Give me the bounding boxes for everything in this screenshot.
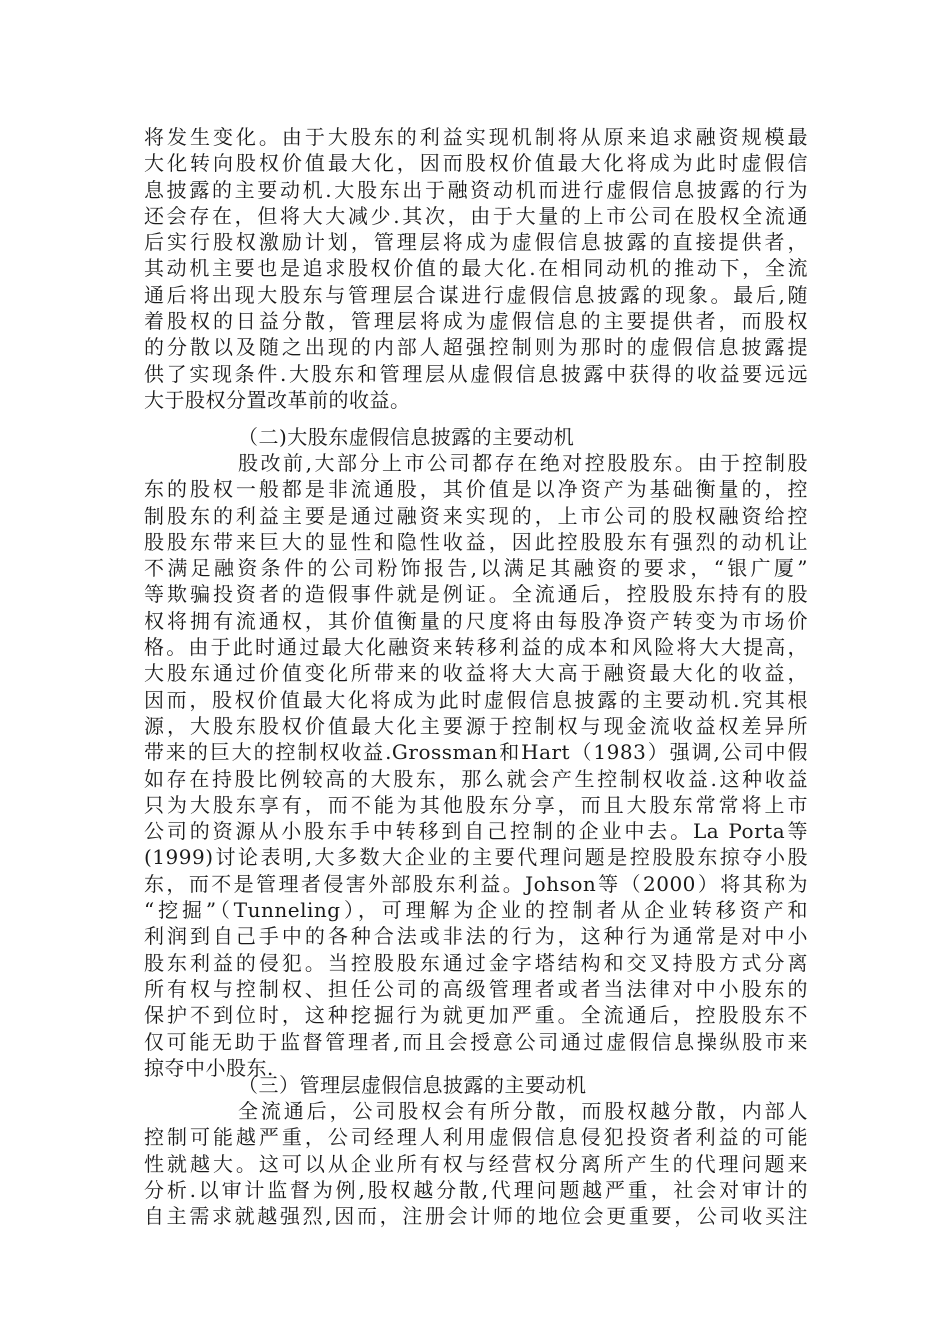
paragraph-2-line: 东，而不是管理者侵害外部股东利益。Johson等（2000）将其称为 [144,871,808,896]
paragraph-2-line: (1999)讨论表明,大多数大企业的主要代理问题是控股股东掠夺小股 [144,845,808,870]
paragraph-3-line: 性就越大。这可以从企业所有权与经营权分离所产生的代理问题来 [144,1151,808,1176]
paragraph-3-line: 自主需求就越强烈,因而，注册会计师的地位会更重要，公司收买注 [144,1204,808,1229]
paragraph-2-line: 大股东通过价值变化所带来的收益将大大高于融资最大化的收益， [144,661,808,686]
paragraph-2-line: 股股东带来巨大的显性和隐性收益，因此控股股东有强烈的动机让 [144,529,808,554]
paragraph-1-line: 供了实现条件.大股东和管理层从虚假信息披露中获得的收益要远远 [144,361,808,386]
paragraph-2-line: 公司的资源从小股东手中转移到自己控制的企业中去。La Porta等 [144,819,808,844]
section-heading-3: （三）管理层虚假信息披露的主要动机 [238,1073,587,1097]
paragraph-2-line: 权将拥有流通权，其价值衡量的尺度将由每股净资产转变为市场价 [144,608,808,633]
paragraph-2-line: 不满足融资条件的公司粉饰报告,以满足其融资的要求，“银广厦” [144,556,808,581]
paragraph-3 [144,1098,808,1229]
paragraph-3-line: 控制可能越严重，公司经理人利用虚假信息侵犯投资者利益的可能 [144,1125,808,1150]
paragraph-1 [144,124,808,413]
paragraph-2-line: “挖掘”（Tunneling），可理解为企业的控制者从企业转移资产和 [144,898,808,923]
paragraph-2-line: 保护不到位时，这种挖掘行为就更加严重。全流通后，控股股东不 [144,1003,808,1028]
paragraph-1-line: 其动机主要也是追求股权价值的最大化.在相同动机的推动下，全流 [144,256,808,281]
paragraph-1-line: 息披露的主要动机.大股东出于融资动机而进行虚假信息披露的行为 [144,177,808,202]
paragraph-2-line: 格。由于此时通过最大化融资来转移利益的成本和风险将大大提高， [144,635,808,660]
paragraph-2-line: 带来的巨大的控制权收益.Grossman和Hart（1983）强调,公司中假 [144,740,808,765]
paragraph-2-line: 利润到自己手中的各种合法或非法的行为，这种行为通常是对中小 [144,924,808,949]
paragraph-2-line: 股东利益的侵犯。当控股股东通过金字塔结构和交叉持股方式分离 [144,950,808,975]
paragraph-1-line: 通后将出现大股东与管理层合谋进行虚假信息披露的现象。最后,随 [144,282,808,307]
paragraph-2-line: 仅可能无助于监督管理者,而且会授意公司通过虚假信息操纵股市来 [144,1029,808,1054]
paragraph-1-line: 大化转向股权价值最大化，因而股权价值最大化将成为此时虚假信 [144,151,808,176]
paragraph-2-line: 股改前,大部分上市公司都存在绝对控股股东。由于控制股 [238,451,808,475]
section-heading-2: （二)大股东虚假信息披露的主要动机 [238,425,575,449]
paragraph-2-line: 如存在持股比例较高的大股东，那么就会产生控制权收益.这种收益 [144,766,808,791]
paragraph-3-line: 分析.以审计监督为例,股权越分散,代理问题越严重，社会对审计的 [144,1177,808,1202]
paragraph-2-line: 所有权与控制权、担任公司的高级管理者或者当法律对中小股东的 [144,976,808,1001]
paragraph-1-line: 大于股权分置改革前的收益。 [144,387,411,412]
paragraph-1-line: 还会存在，但将大大减少.其次，由于大量的上市公司在股权全流通 [144,203,808,228]
paragraph-2 [144,450,808,1081]
paragraph-1-line: 后实行股权激励计划，管理层将成为虚假信息披露的直接提供者， [144,230,808,255]
paragraph-1-line: 的分散以及随之出现的内部人超强控制则为那时的虚假信息披露提 [144,335,808,360]
paragraph-2-line: 因而，股权价值最大化将成为此时虚假信息披露的主要动机.究其根 [144,687,808,712]
paragraph-1-line: 将发生变化。由于大股东的利益实现机制将从原来追求融资规模最 [144,125,808,149]
paragraph-1-line: 着股权的日益分散，管理层将成为虚假信息的主要提供者，而股权 [144,309,808,334]
paragraph-2-line: 只为大股东享有，而不能为其他股东分享，而且大股东常常将上市 [144,792,808,817]
paragraph-2-line: 制股东的利益主要是通过融资来实现的，上市公司的股权融资给控 [144,503,808,528]
paragraph-2-line: 等欺骗投资者的造假事件就是例证。全流通后，控股股东持有的股 [144,582,808,607]
paragraph-2-line: 掠夺中小股东. [144,1055,274,1080]
paragraph-3-line: 全流通后，公司股权会有所分散，而股权越分散，内部人 [238,1099,808,1123]
paragraph-2-line: 源，大股东股权价值最大化主要源于控制权与现金流收益权差异所 [144,713,808,738]
paragraph-2-line: 东的股权一般都是非流通股，其价值是以净资产为基础衡量的，控 [144,477,808,502]
